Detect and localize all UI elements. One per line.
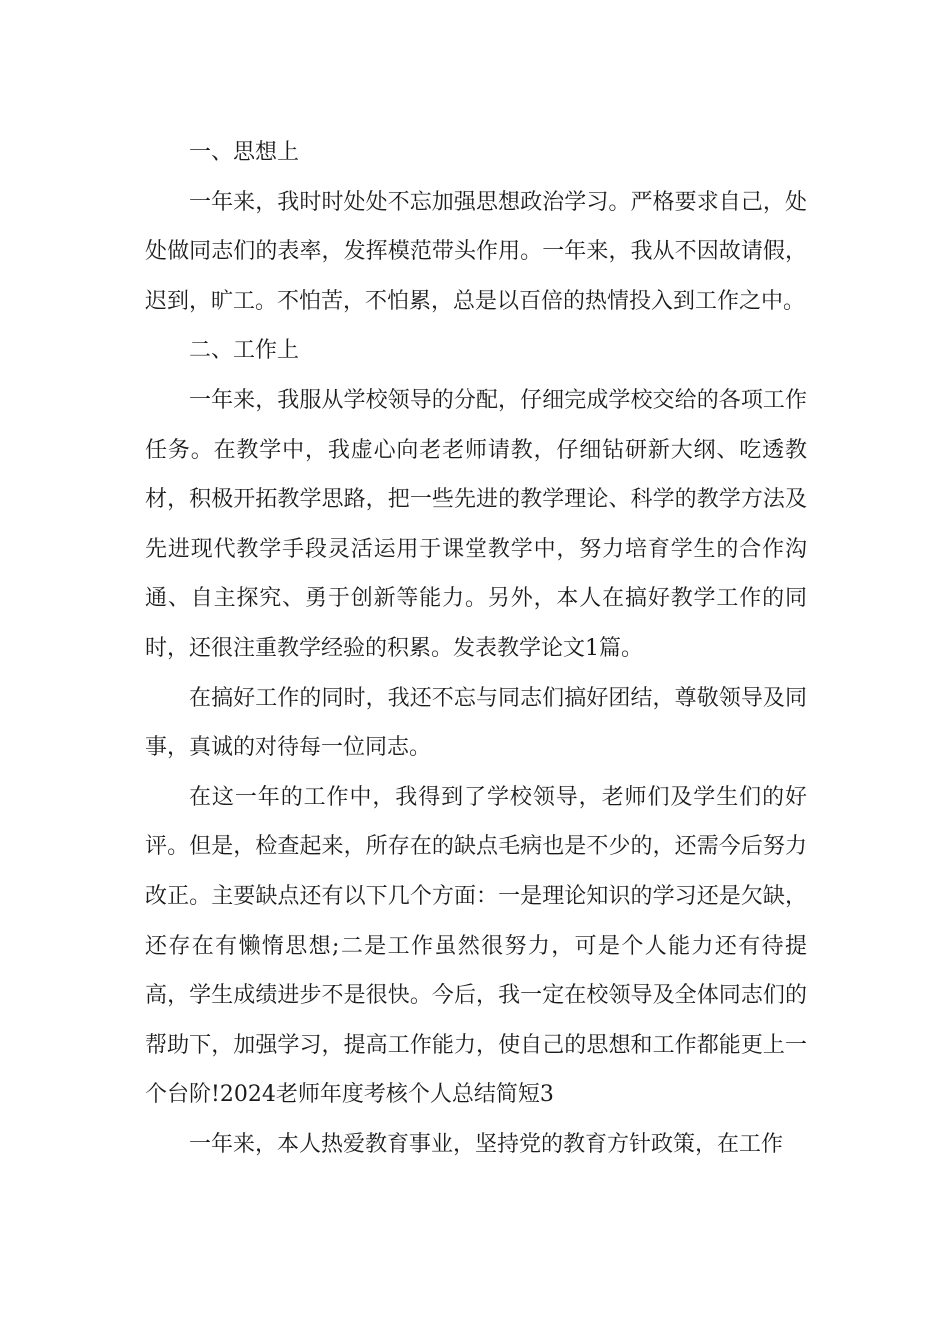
paragraph-shortcomings: 在这一年的工作中，我得到了学校领导，老师们及学生们的好评。但是，检查起来，所存在的缺点毛病也是不少的，还需今后努力改正。主要缺点还有以下几个方面：一是理论知识的学习还是欠缺，还存在有懒惰思想;二是工作虽然很努力，可是个人能力还有待提高，学生成绩进步不是很快。今后，我一定在校领导及全体同志们的帮助下，加强学习，提高工作能力，使自己的思想和工作都能更上一个台阶!2024老师年度考核个人总结简短3 — [145, 784, 807, 1108]
paragraph-unity: 在搞好工作的同时，我还不忘与同志们搞好团结，尊敬领导及同事，真诚的对待每一位同志。 — [145, 685, 807, 761]
paragraph-next-summary: 一年来，本人热爱教育事业，坚持党的教育方针政策，在工作 — [189, 1131, 784, 1157]
document-body — [145, 128, 807, 1169]
section-heading-work: 二、工作上 — [189, 338, 300, 364]
paragraph-ideology: 一年来，我时时处处不忘加强思想政治学习。严格要求自己，处处做同志们的表率，发挥模范带头作用。一年来，我从不因故请假，迟到，旷工。不怕苦，不怕累，总是以百倍的热情投入到工作之中。 — [145, 189, 807, 314]
paragraph-work-tasks: 一年来，我服从学校领导的分配，仔细完成学校交给的各项工作任务。在教学中，我虚心向老老师请教，仔细钻研新大纲、吃透教材，积极开拓教学思路，把一些先进的教学理论、科学的教学方法及先进现代教学手段灵活运用于课堂教学中，努力培育学生的合作沟通、自主探究、勇于创新等能力。另外，本人在搞好教学工作的同时，还很注重教学经验的积累。发表教学论文1篇。 — [145, 387, 807, 661]
section-heading-ideology: 一、思想上 — [189, 140, 300, 165]
